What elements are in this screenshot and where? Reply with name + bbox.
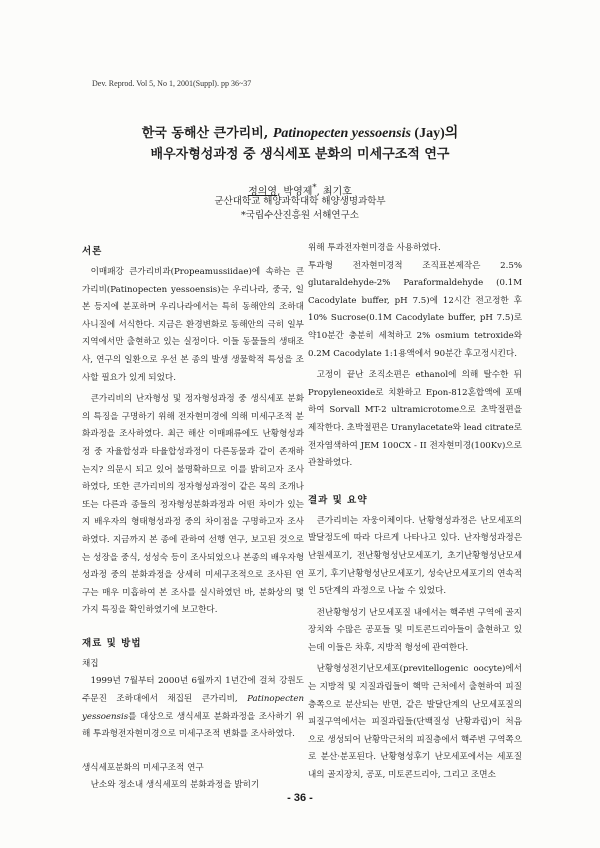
author-separator: ,: [277, 186, 284, 198]
page-number: - 36 -: [287, 792, 313, 804]
results-paragraph-3: 난황형성전기난모세포(previtellogenic oocyte)에서는 지방적 및 지질과립들이 핵막 근처에서 출현하여 피질층쪽으로 분산되는 반면, 같은 발달단계의 난모세포질의 피질구역에서는 피질과립들(단백질성 난황과립)이 처음으로 생성되어 난황막근처의 피질층에서 핵주변 구역쪽으로 분산·분포된다. 난황형성후기 난모세포에서는 세포질 내의 골지장치, 공포, 미토콘드리아, 그리고 조면소: [308, 664, 522, 781]
section-heading-results: 결과 및 요약: [308, 494, 368, 506]
section-heading-introduction: 서론: [82, 246, 103, 257]
journal-citation: Dev. Reprod. Vol 5, No 1, 2001(Suppl). pp 36~37: [92, 79, 252, 88]
methods-species-name: Patinopecten yessoensis: [82, 694, 304, 722]
author-2: 박영제: [283, 186, 313, 198]
title-text-a: 한국 동해산 큰가리비,: [141, 126, 273, 141]
section-heading-methods: 재료 및 방법: [82, 637, 142, 649]
title-text-b: (Jay)의: [410, 126, 459, 141]
affiliation-2: *국립수산진흥원 서해연구소: [241, 210, 359, 221]
author-2-affiliation-mark: *: [312, 182, 317, 192]
methods-paragraph-fixation: 투과형 전자현미경적 조직표본제작은 2.5% glutaraldehyde-2% Paraformaldehyde (0.1M Cacodylate buffer, pH 7.5)에 12시간 전고정한 후 10% Sucrose(0.1M Cacodylate buffer, pH 7.5)로 약10분간 충분히 세척하고 2% osmium tetroxide와 0.2M Cacodylate 1:1용액에서 90분간 후고정시킨다.: [308, 260, 522, 359]
methods-text-a: 1999년 7월부터 2000년 6월까지 1년간에 걸쳐 강원도 주문진 조하대에서 채집된 큰가리비,: [82, 676, 304, 705]
right-column: [308, 240, 522, 785]
paper-title-line-2: 배우자형성과정 중 생식세포 분화의 미세구조적 연구: [150, 147, 450, 162]
results-paragraph-2: 전난황형성기 난모세포질 내에서는 핵주변 구역에 골지장치와 수많은 공포들 및 미토콘드리아들이 출현하고 있는데 이들은 차후, 지방적 형성에 관여한다.: [308, 607, 522, 653]
methods-text-b: 를 대상으로 생식세포 분화과정을 조사하기 위해 투과형전자현미경으로 미세구조적 변화를 조사하였다.: [82, 711, 304, 740]
subheading-ultrastructure: 생식세포분화의 미세구조적 연구: [82, 762, 204, 773]
left-column: [82, 240, 304, 795]
intro-paragraph-1: 이매패강 큰가리비과(Propeamussiidae)에 속하는 큰가리비(Patinopecten yessoensis)는 우리나라, 중국, 일본 등지에 분포하며 우리나라에서는 특히 동해안의 조하대 사니질에 서식한다. 지금은 환경변화로 동해안의 극히 일부지역에서만 출현하고 있는 실정이다. 이들 동물들의 생태조사, 연구의 일환으로 우선 본 종의 발생 생물학적 특성을 조사할 필요가 있게 되었다.: [82, 267, 304, 383]
subheading-collection: 채집: [82, 658, 99, 669]
author-1: 정의영: [248, 186, 278, 198]
methods-paragraph-embedding: 고정이 끝난 조직소편은 ethanol에 의해 탈수한 뒤 Propyleneoxide로 치환하고 Epon-812혼합액에 포매하여 Sorvall MT-2 ultramicrotome으로 초박절편을 제작한다. 초박절편은 Uranylacetate와 lead citrate로 전자염색하여 JEM 100CX - II 전자현미경(100Kv)으로 관찰하였다.: [308, 370, 522, 469]
methods-paragraph-ultrastructure: 난소와 정소내 생식세포의 분화과정을 밝히기: [90, 780, 260, 791]
results-paragraph-1: 큰가리비는 자웅이체이다. 난황형성과정은 난모세포의 발달정도에 따라 다르게 나타나고 있다. 난자형성과정은 난원세포기, 전난황형성난모세포기, 초기난황형성난모세포기, 후기난황형성난모세포기, 성숙난모세포기의 연속적인 5단계의 과정으로 나눌 수 있었다.: [308, 515, 522, 597]
intro-paragraph-2: 큰가리비의 난자형성 및 정자형성과정 중 생식세포 분화의 특징을 구명하기 위해 전자현미경에 의해 미세구조적 분화과정을 조사하였다. 최근 해산 이매패류에도 난황형성과정 중 자율합성과 타율합성과정이 다른동물과 같이 존재하는지? 의문시 되고 있어 불명확하므로 이를 밝히고자 조사하였다, 또한 큰가리비의 정자형성과정이 같은 목의 조개나 또는 다른과 종들의 정자형성분화과정과 어떤 차이가 있는지 배우자의 형태형성과정 중의 차이점을 구명하고자 조사하였다. 지금까지 본 종에 관하여 선행 연구, 보고된 것으로는 성장을 중식, 성성숙 등이 조사되었으나 본종의 배우자형성과정 중의 분화과정을 상세히 미세구조적으로 조사된 연구는 매우 미흡하여 본 조사를 실시하였던 바, 분화상의 몇가지 특징을 확인하였기에 보고한다.: [82, 394, 304, 616]
affiliation-1: 군산대학교 해양과학대학 해양생명과학부: [214, 196, 386, 207]
methods-paragraph-collection: [82, 673, 304, 743]
methods-paragraph-continued: 위해 투과전자현미경을 사용하였다.: [308, 243, 441, 253]
paper-title-line-1: [60, 124, 540, 144]
title-species-name: Patinopecten yessoensis: [272, 126, 411, 141]
author-3: , 최기호: [316, 186, 352, 198]
